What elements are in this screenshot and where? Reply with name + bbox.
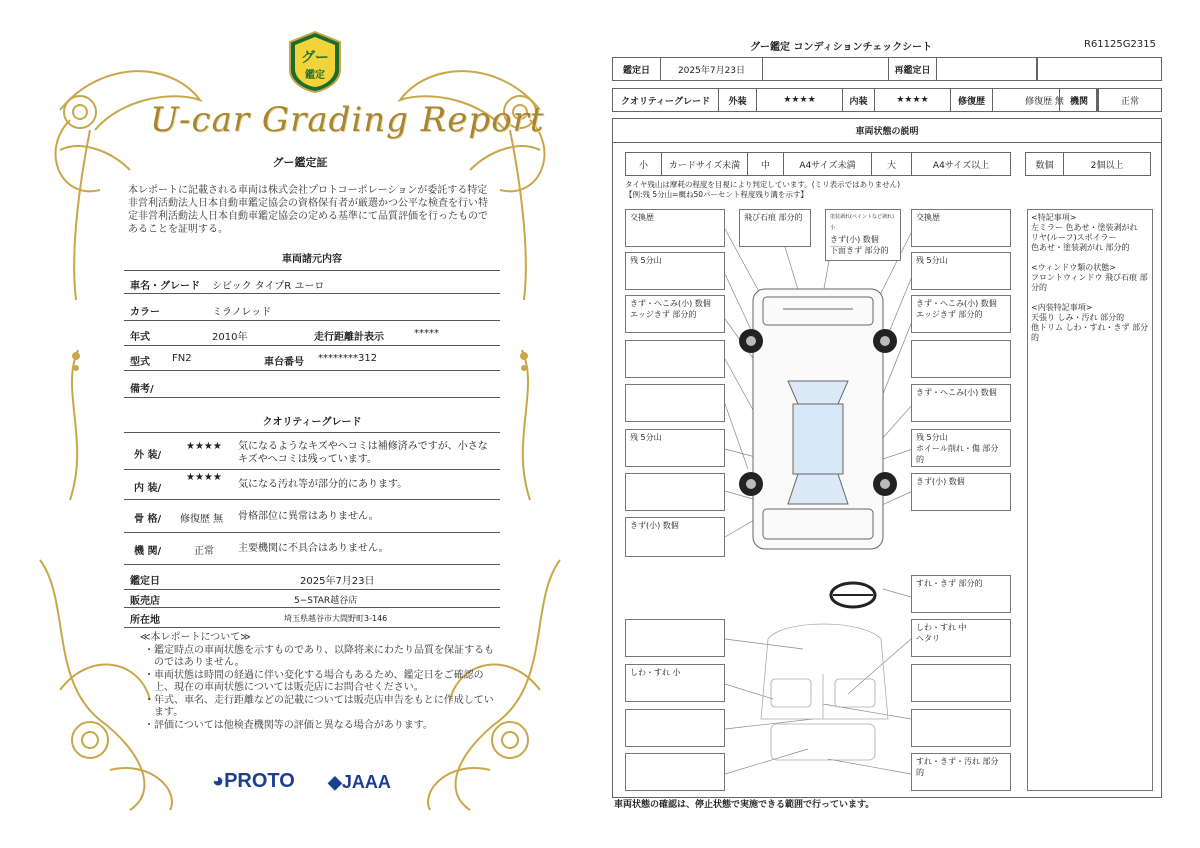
annot-line: ヘタリ: [916, 634, 940, 643]
annot-line: エッジきず 部分的: [916, 310, 983, 319]
annot-line: 塗装剥れ(ペイントなど剥れ) 小: [830, 214, 894, 231]
value: 5−STAR越谷店: [294, 596, 358, 606]
label: 内 装/: [134, 483, 162, 494]
spec-row-model: [124, 347, 500, 371]
stars: ★★★★: [186, 472, 222, 483]
desc: 気になる汚れ等が部分的にあります。: [238, 479, 408, 490]
proto-logo: ◕PROTO: [212, 770, 295, 792]
annot-box: [911, 709, 1011, 747]
badge-bottom-text: 鑑定: [305, 70, 325, 81]
label: 車名・グレード: [130, 281, 200, 292]
annot-line: きず(小) 数個: [830, 235, 879, 244]
annot-box: [911, 340, 1011, 378]
logos: [212, 770, 412, 800]
annot-line: しわ・すれ 中: [916, 623, 967, 632]
grade-row: [612, 88, 1162, 112]
blank-cell: [1037, 58, 1161, 80]
reappraisal-label: 再鑑定日: [889, 58, 937, 80]
sheet-title: グー鑑定 コンディションチェックシート: [750, 42, 933, 53]
mileage-label: 走行距離計表示: [314, 332, 384, 343]
annot-box: 残 5分山: [625, 429, 725, 467]
annot-box: [625, 473, 725, 511]
stars: ★★★★: [186, 441, 222, 452]
annot-box: きず(小) 数個: [911, 473, 1011, 511]
annot-box: [625, 340, 725, 378]
desc: 気になるようなキズやヘコミは補修済みですが、小さなキズやヘコミは残っています。: [238, 441, 488, 465]
annot-line: エッジきず 部分的: [630, 310, 697, 319]
appraisal-date-row: [124, 568, 500, 590]
desc: 主要機関に不具合はありません。: [238, 543, 389, 554]
goo-appraisal-badge: [286, 30, 344, 94]
condition-check-sheet: [600, 0, 1200, 848]
note-item: ・評価については他検査機関等の評価と異なる場合があります。: [144, 719, 433, 731]
note-item: ・車両状態は時間の経過に伴い変化する場合もあるため、鑑定日をご確認の上、現在の車両状態については販売店にお問合せください。: [144, 669, 484, 693]
count-desc: 2個以上: [1090, 160, 1124, 171]
note-line: 左ミラー 色あせ・塗装剥がれ: [1031, 223, 1138, 232]
label: 備考/: [130, 384, 154, 395]
note-line: 他トリム しわ・すれ・きず 部分的: [1031, 323, 1149, 342]
spec-row-color: [124, 297, 500, 321]
legend-small-desc: カードサイズ未満: [662, 153, 748, 175]
note-line: リヤ(ルーフ)スポイラー: [1031, 233, 1117, 242]
status: 修復歴 無: [180, 514, 224, 525]
report-notes: [140, 632, 500, 732]
badge-top-text: グー: [301, 50, 329, 66]
value: 2025年7月23日: [300, 576, 375, 587]
value: FN2: [172, 353, 192, 364]
dealer-row: [124, 590, 500, 608]
note-spacer: [1031, 253, 1149, 263]
annot-box: 飛び石痕 部分的: [739, 209, 811, 247]
address-row: [124, 608, 500, 628]
count-label: 数個: [1026, 153, 1064, 175]
exterior-label: 外装: [719, 89, 757, 111]
annot-box: 交換歴: [625, 209, 725, 247]
note-line: フロントウィンドウ 飛び石痕 部分的: [1031, 273, 1148, 292]
annot-line: きず・へこみ(小) 数個: [630, 299, 711, 308]
value: 埼玉県越谷市大間野町3-146: [284, 614, 388, 623]
legend-large: 大: [872, 153, 912, 175]
notes-heading: ≪本レポートについて≫: [140, 632, 251, 643]
annot-box: きず・へこみ(小) 数個: [911, 384, 1011, 422]
label: カラー: [130, 307, 160, 318]
annot-line: 残 5分山: [916, 433, 948, 442]
exterior-stars: ★★★★: [757, 89, 843, 111]
mileage-value: *****: [414, 328, 439, 339]
note-spacer: [1031, 293, 1149, 303]
annot-box: 交換歴: [911, 209, 1011, 247]
certificate-body: 本レポートに記載される車両は株式会社プロトコーポレーションが委託する特定非営利活動法人日本自動車鑑定協会の資格保有者が厳選かつ公平な検査を行い特定非営利活動法人日本自動車鑑定協会の定める基準にて品質評価を行ったものであることを証明する。: [128, 185, 488, 235]
spec-row-year: [124, 322, 500, 346]
legend-medium: 中: [748, 153, 784, 175]
quality-label: クオリティーグレード: [613, 89, 719, 111]
date-value: 2025年7月23日: [661, 58, 763, 80]
annot-box: [911, 429, 1011, 467]
label: 機 関/: [134, 546, 162, 557]
value: 2010年: [212, 332, 248, 343]
chassis-value: ********312: [318, 353, 378, 364]
label: 型式: [130, 357, 150, 368]
desc: 骨格部位に異常はありません。: [238, 511, 379, 522]
note-line: 色あせ・塗装剥がれ 部分的: [1031, 243, 1130, 252]
annot-box: きず(小) 数個: [625, 517, 725, 557]
reappraisal-value: [937, 58, 1037, 80]
blank-cell: [763, 58, 889, 80]
annot-box: [625, 753, 725, 791]
quality-heading: クオリティーグレード: [262, 417, 362, 428]
annot-box: [625, 295, 725, 333]
repair-value: 修復歴 無: [993, 89, 1097, 111]
spec-row-name: [124, 270, 500, 294]
label: 販売店: [130, 596, 160, 607]
sheet-code: R61125G2315: [1084, 39, 1156, 50]
legend-large-desc: A4サイズ以上: [932, 160, 990, 171]
special-notes: [1027, 209, 1153, 791]
date-row: [612, 57, 1162, 81]
annot-box: しわ・すれ 小: [625, 664, 725, 702]
annot-box: すれ・きず 部分的: [911, 575, 1011, 613]
repair-label: 修復歴: [951, 89, 993, 111]
spec-heading: 車両諸元内容: [282, 254, 342, 265]
note-line: <特記事項>: [1031, 213, 1077, 222]
spec-row-remarks: [124, 374, 500, 398]
annot-box: [911, 664, 1011, 702]
quality-row-exterior: [124, 432, 500, 470]
interior-stars: ★★★★: [875, 89, 951, 111]
annot-box: [911, 619, 1011, 657]
label: 鑑定日: [130, 576, 160, 587]
annot-box: [625, 619, 725, 657]
annot-box: [625, 709, 725, 747]
state-title: 車両状態の説明: [613, 119, 1161, 143]
annot-line: きず・へこみ(小) 数個: [916, 299, 997, 308]
jaaa-logo: ◆JAAA: [328, 772, 391, 792]
sheet-footer: 車両状態の確認は、停止状態で実施できる範囲で行っています。: [614, 800, 875, 810]
certificate-title: グー鑑定証: [272, 156, 328, 169]
annot-box: 残 5分山: [911, 252, 1011, 290]
annot-line: 下面きず 部分的: [830, 246, 889, 255]
label: 骨 格/: [134, 514, 162, 525]
annot-box: すれ・きず・汚れ 部分的: [911, 753, 1011, 791]
note-line: <内装特記事項>: [1031, 303, 1093, 312]
value: ミラノレッド: [212, 307, 272, 318]
label: 年式: [130, 332, 150, 343]
tire-note-line: タイヤ残山は摩耗の程度を目視により判定しています。(ミリ表示ではありません): [625, 180, 901, 189]
legend-small: 小: [626, 153, 662, 175]
legend-medium-desc: A4サイズ未満: [784, 153, 872, 175]
annot-line: ホイール削れ・傷 部分的: [916, 444, 999, 464]
quality-row-interior: [124, 470, 500, 500]
chassis-label: 車台番号: [264, 357, 304, 368]
quality-row-engine: [124, 533, 500, 565]
annot-box: 残 5分山: [625, 252, 725, 290]
script-title: U-car Grading Report: [150, 100, 545, 140]
condition-panel: [612, 118, 1162, 798]
quality-row-frame: [124, 500, 500, 533]
label: 外 装/: [134, 450, 162, 461]
note-item: ・鑑定時点の車両状態を示すものであり、以降将来にわたり品質を保証するものではありません。: [144, 644, 494, 668]
annot-box: [625, 384, 725, 422]
note-line: 天張り しみ・汚れ 部分的: [1031, 313, 1125, 322]
note-item: ・年式、車名、走行距離などの記載については販売店申告をもとに作成しています。: [144, 694, 494, 718]
note-line: <ウィンドウ類の状態>: [1031, 263, 1116, 272]
annot-box: [825, 209, 901, 261]
status: 正常: [194, 546, 214, 557]
interior-label: 内装: [843, 89, 875, 111]
tire-note-line: 【例:残 5分山=概ね50パーセント程度残り溝を示す】: [625, 190, 808, 199]
date-label: 鑑定日: [613, 58, 661, 80]
engine-value: 正常: [1120, 96, 1139, 107]
engine-label: 機関: [1059, 89, 1099, 111]
annot-box: [911, 295, 1011, 333]
value: シビック タイプR ユーロ: [212, 281, 325, 292]
label: 所在地: [130, 615, 160, 626]
